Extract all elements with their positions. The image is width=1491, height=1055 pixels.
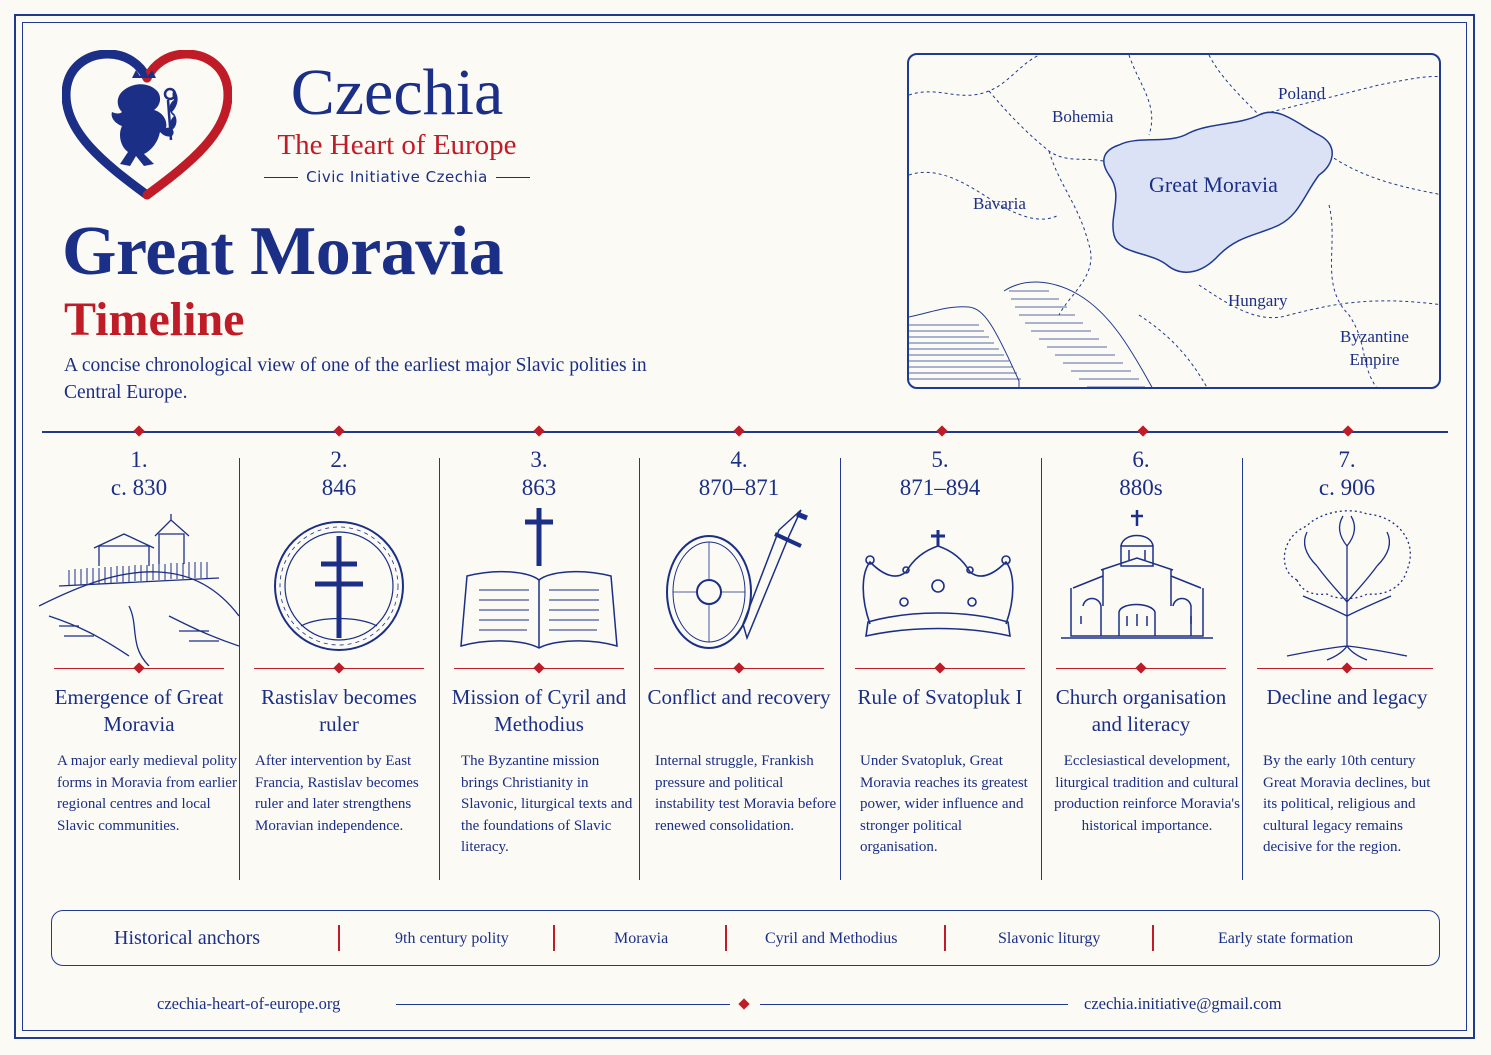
column-divider — [1242, 458, 1243, 880]
page-subtitle: Timeline — [64, 293, 245, 346]
timeline-event-2 — [239, 446, 439, 834]
anchor-separator — [725, 925, 727, 951]
event-heading: Mission of Cyril and Methodius — [451, 685, 627, 736]
brand-civic — [252, 168, 542, 186]
footer-email[interactable]: czechia.initiative@gmail.com — [1084, 994, 1282, 1013]
footer-website[interactable]: czechia-heart-of-europe.org — [157, 994, 341, 1013]
map-label-bavaria: Bavaria — [973, 194, 1026, 213]
event-year: c. 906 — [1318, 475, 1376, 500]
anchor-item: Cyril and Methodius — [765, 930, 898, 947]
event-number: 3. — [530, 447, 548, 472]
region-map — [907, 53, 1441, 389]
brand-block — [252, 58, 542, 186]
footer-rule-right — [760, 1004, 1068, 1005]
timeline-event-3 — [439, 446, 639, 855]
book-cross-icon — [439, 506, 639, 666]
anchor-separator — [338, 925, 340, 951]
brand-name: Czechia — [290, 56, 504, 129]
event-description: Under Svatopluk, Great Moravia reaches its greatest power, wider influence and stronger political organisation. — [860, 753, 1028, 855]
timeline-event-1 — [39, 446, 239, 834]
brand-tagline: The Heart of Europe — [277, 129, 517, 161]
map-label-byzantine: Byzantine Empire — [1340, 327, 1409, 369]
event-year: 880s — [1119, 475, 1163, 500]
shield-sword-icon — [639, 506, 839, 666]
civic-rule-left — [264, 177, 298, 178]
map-label-bohemia: Bohemia — [1052, 107, 1114, 126]
anchor-item: Early state formation — [1218, 930, 1354, 947]
brand-civic-text: Civic Initiative Czechia — [306, 168, 488, 186]
cross-medallion-icon — [239, 506, 439, 666]
heart-lion-logo-icon — [62, 50, 232, 200]
anchor-item: Slavonic liturgy — [998, 930, 1101, 947]
anchor-item: 9th century polity — [395, 930, 509, 947]
map-label-hungary: Hungary — [1228, 291, 1288, 310]
event-number: 1. — [130, 447, 148, 472]
event-year: 846 — [321, 475, 357, 500]
event-description: After intervention by East Francia, Rastislav becomes ruler and later strengthens Moravian independence. — [255, 753, 419, 834]
event-description: Ecclesiastical development, liturgical tradition and cultural production reinforce Moravia's historical importance. — [1054, 753, 1240, 834]
event-description: The Byzantine mission brings Christianity in Slavonic, liturgical texts and the foundations of Slavic literacy. — [461, 753, 633, 855]
event-year: 871–894 — [899, 475, 981, 500]
timeline-event-5 — [840, 446, 1040, 855]
map-label-great-moravia: Great Moravia — [1149, 172, 1278, 197]
event-year: 863 — [521, 475, 557, 500]
event-heading: Conflict and recovery — [647, 685, 831, 709]
event-heading: Church organisation and literacy — [1055, 685, 1227, 736]
event-number: 5. — [931, 447, 949, 472]
event-description: Internal struggle, Frankish pressure and political instability test Moravia before renewed consolidation. — [655, 753, 837, 834]
event-number: 7. — [1338, 447, 1356, 472]
event-description: By the early 10th century Great Moravia declines, but its political, religious and cultural legacy remains decisive for the region. — [1263, 753, 1431, 855]
hillfort-icon — [39, 506, 239, 666]
church-icon — [1041, 506, 1241, 666]
anchor-item: Moravia — [614, 930, 669, 947]
timeline-event-4 — [639, 446, 839, 834]
crown-icon — [840, 506, 1040, 666]
anchors-label: Historical anchors — [114, 927, 261, 949]
anchor-separator — [944, 925, 946, 951]
page-title: Great Moravia — [62, 213, 504, 290]
historical-anchors — [51, 910, 1440, 966]
lead-text: A concise chronological view of one of the earliest major Slavic polities in Central Europe. — [64, 355, 647, 403]
event-heading: Emergence of Great Moravia — [54, 685, 224, 736]
timeline-event-6 — [1041, 446, 1241, 834]
event-year: c. 830 — [110, 475, 168, 500]
event-heading: Decline and legacy — [1266, 685, 1428, 709]
footer-rule-left — [396, 1004, 730, 1005]
event-number: 4. — [730, 447, 748, 472]
anchor-separator — [553, 925, 555, 951]
anchor-separator — [1152, 925, 1154, 951]
civic-rule-right — [496, 177, 530, 178]
event-heading: Rule of Svatopluk I — [857, 685, 1023, 709]
event-description: A major early medieval polity forms in Moravia from earlier regional centres and local Slavic communities. — [57, 753, 237, 834]
timeline-event-7 — [1247, 446, 1447, 855]
event-heading: Rastislav becomes ruler — [261, 685, 417, 736]
event-number: 2. — [330, 447, 348, 472]
map-label-poland: Poland — [1278, 84, 1326, 103]
timeline-line — [42, 431, 1448, 433]
tree-icon — [1247, 506, 1447, 666]
event-year: 870–871 — [698, 475, 780, 500]
event-number: 6. — [1132, 447, 1150, 472]
